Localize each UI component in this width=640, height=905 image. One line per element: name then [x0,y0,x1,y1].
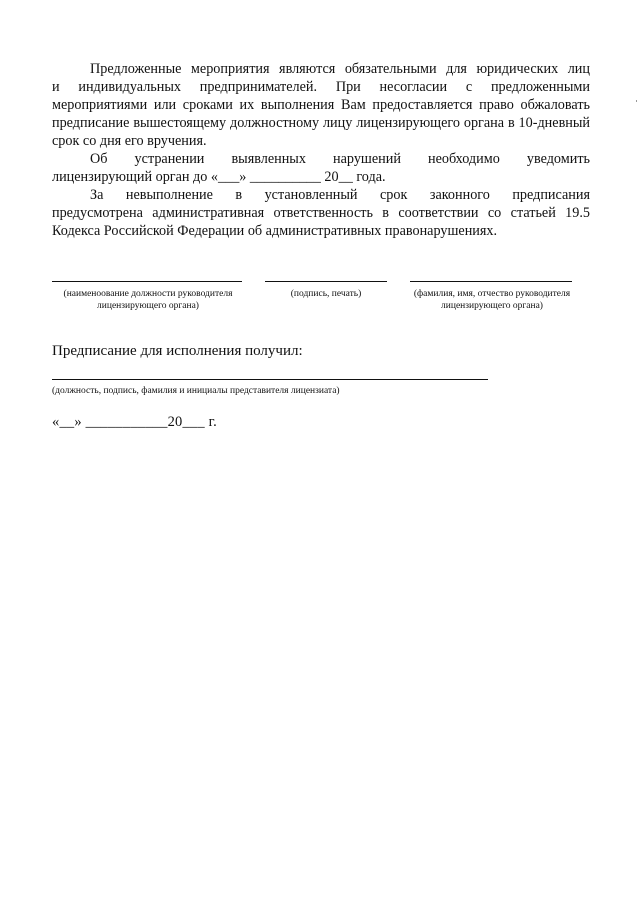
paragraph-notify: лицензирующий орган до «___» __________ 20__ года. [52,169,386,185]
body-text [52,60,590,240]
paragraph-appeal-line1: Предложенные мероприятия являются обязательными для юридических лиц [90,61,590,77]
paragraph-liability: предусмотрена административная ответственность в соответствии со статьей 19.5 Кодекса Российской Федерации об административных правонарушениях. [52,205,590,239]
received-label: Предписание для исполнения получил: [52,343,303,359]
scan-edge-mark [636,100,637,102]
position-caption: (наименоование должности руководителя лицензирующего органа) [63,289,233,311]
paragraph-appeal: и индивидуальных предпринимателей. При несогласии с предложенными мероприятиями или сроками их выполнения Вам предоставляется право обжаловать предписание вышестоящему должностному лицу лицензирующего органа в 10-дневный срок со дня его вручения. [52,79,590,149]
name-caption: (фамилия, имя, отчество руководителя лицензирующего органа) [413,289,571,311]
date-line: «__» ___________20___ г. [52,414,217,430]
received-caption: (должность, подпись, фамилия и инициалы представителя лицензиата) [52,386,340,396]
sign-signature-line [265,281,387,282]
position-signature-line [52,281,242,282]
paragraph-liability-line1: За невыполнение в установленный срок законного предписания [90,187,590,203]
received-signature-line [52,379,488,380]
sign-caption: (подпись, печать) [290,289,362,299]
paragraph-notify-line1: Об устранении выявленных нарушений необходимо уведомить [90,151,590,167]
name-signature-line [410,281,572,282]
